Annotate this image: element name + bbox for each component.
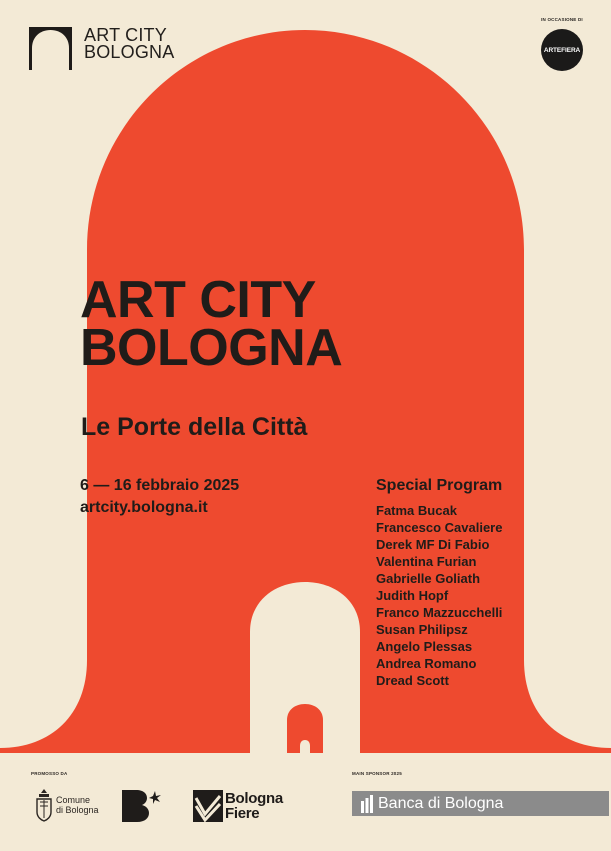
artist-name: Valentina Furian <box>376 554 477 569</box>
title-line-1: ART CITY <box>80 271 316 329</box>
comune-logo <box>35 788 99 822</box>
bologna-fiere-logo <box>193 790 283 822</box>
special-program <box>376 477 502 689</box>
bologna-fiere-mark-icon <box>193 790 223 822</box>
artist-name: Susan Philipsz <box>376 622 468 637</box>
arch-logo-icon <box>29 27 72 70</box>
event-dates: 6 — 16 febbraio 2025 <box>80 477 240 494</box>
logo-line-2: BOLOGNA <box>84 42 175 62</box>
artist-name: Derek MF Di Fabio <box>376 537 490 552</box>
subtitle: Le Porte della Città <box>81 413 308 441</box>
artist-name: Dread Scott <box>376 673 449 688</box>
comune-crest-icon <box>35 788 53 822</box>
artefiera-badge <box>541 29 583 71</box>
comune-text <box>56 795 99 815</box>
program-heading: Special Program <box>376 477 503 494</box>
event-website: artcity.bologna.it <box>80 499 208 516</box>
bfiere-line-2: Fiere <box>225 805 260 822</box>
occasion-label: IN OCCASIONE DI <box>541 17 583 22</box>
artist-name: Andrea Romano <box>376 656 477 671</box>
comune-line-2: di Bologna <box>56 805 99 815</box>
artist-name: Gabrielle Goliath <box>376 571 481 586</box>
logo-wordmark <box>84 27 174 61</box>
artist-name: Fatma Bucak <box>376 503 457 518</box>
bologna-fiere-text <box>225 791 283 821</box>
logo-line-1: ART CITY <box>84 25 167 45</box>
promoted-by-label: PROMOSSO DA <box>31 771 68 776</box>
artist-name: Franco Mazzucchelli <box>376 605 503 620</box>
occasion-block <box>531 17 593 71</box>
artist-name: Francesco Cavaliere <box>376 520 503 535</box>
bank-building-icon <box>360 795 374 813</box>
title-line-2: BOLOGNA <box>80 319 343 377</box>
bologna-b-logo-icon <box>122 790 162 822</box>
main-title <box>80 271 343 377</box>
comune-line-1: Comune <box>56 795 91 805</box>
artefiera-label: ARTEFIERA <box>543 46 581 54</box>
art-city-logo <box>29 27 174 70</box>
main-sponsor-label: MAIN SPONSOR 2025 <box>352 771 402 776</box>
bfiere-line-1: Bologna <box>225 790 283 807</box>
artist-name: Judith Hopf <box>376 588 449 603</box>
banca-di-bologna-logo <box>352 791 609 816</box>
tiny-doorway <box>300 740 310 753</box>
sponsor-name: Banca di Bologna <box>378 794 504 812</box>
artist-name: Angelo Plessas <box>376 639 473 654</box>
